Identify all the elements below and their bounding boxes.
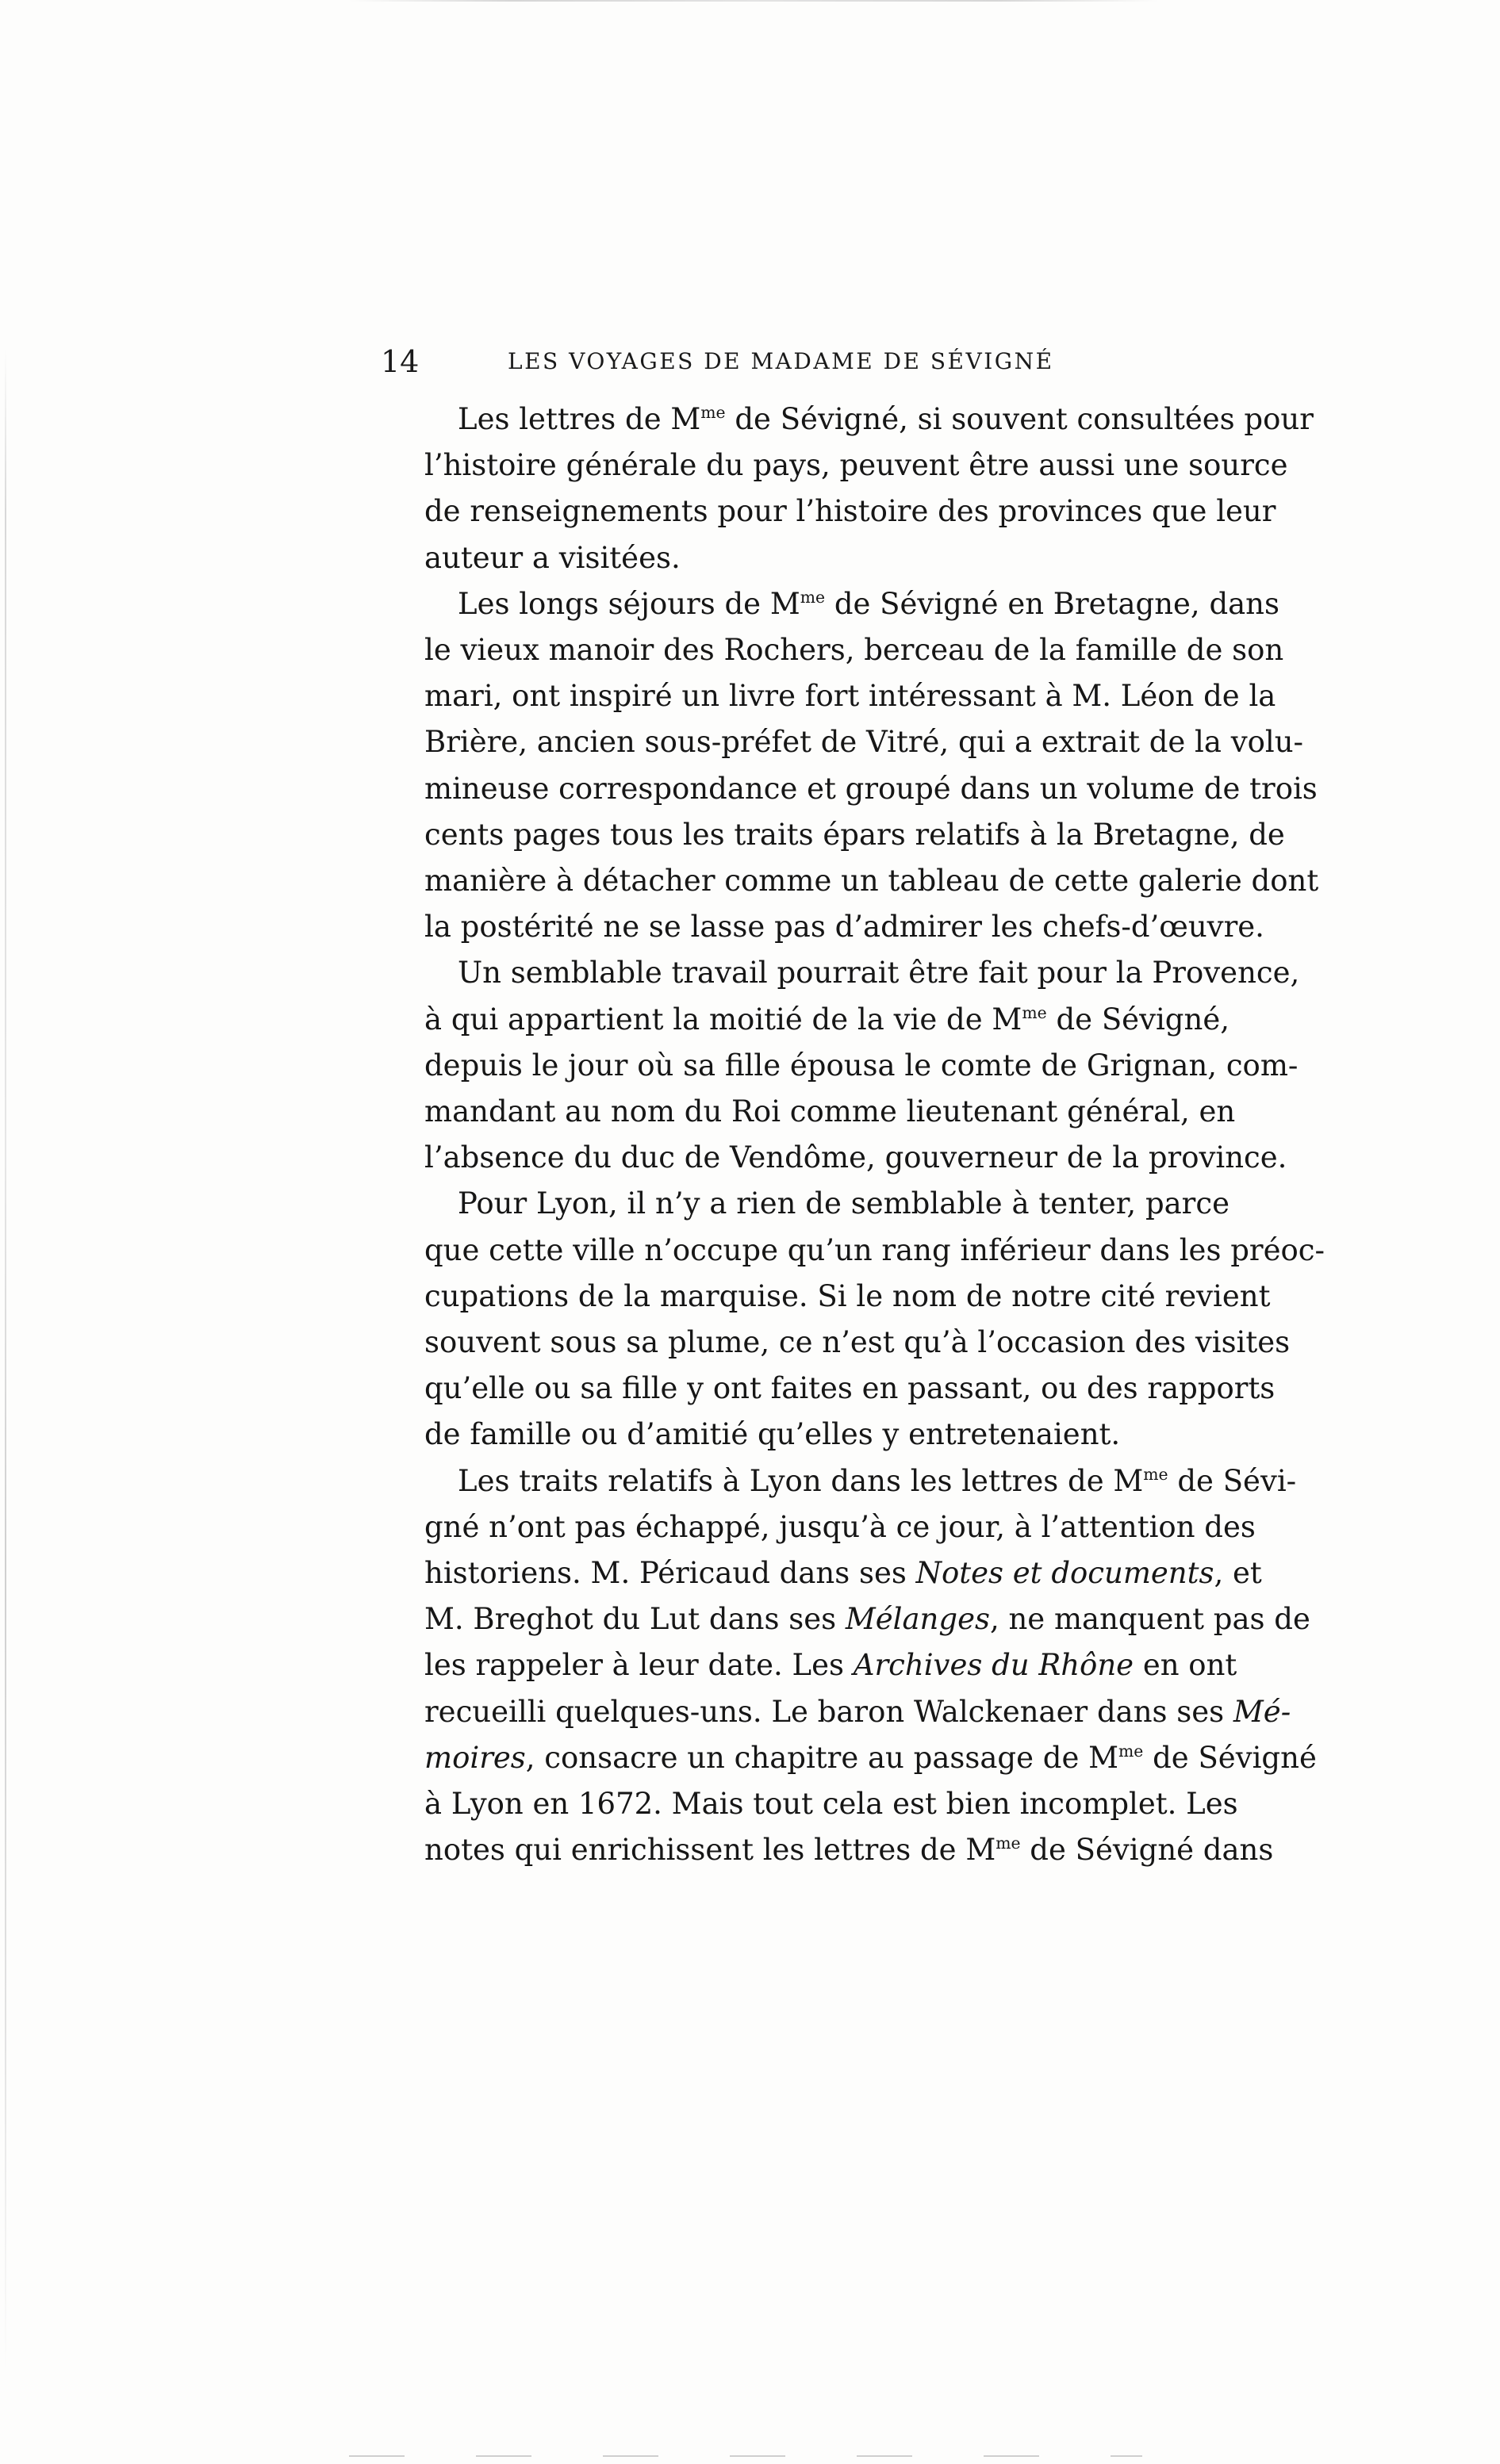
page-header (381, 338, 1235, 385)
text-line (386, 858, 1319, 904)
text-run: historiens. M. Péricaud dans ses (424, 1556, 916, 1591)
text-line (386, 1320, 1291, 1366)
text-line (386, 812, 1285, 858)
italic-title: Notes et documents (915, 1556, 1214, 1591)
page-number: 14 (381, 344, 420, 379)
superscript-abbrev: me (1143, 1464, 1168, 1484)
text-run: à qui appartient la moitié de la vie de M (424, 1002, 1022, 1037)
text-run: Pour Lyon, il n’y a rien de semblable à tenter, parce (458, 1186, 1230, 1221)
text-line (386, 397, 1314, 443)
text-run: Les traits relatifs à Lyon dans les lettres de M (458, 1463, 1144, 1498)
text-run: à Lyon en 1672. Mais tout cela est bien incomplet. Les (424, 1787, 1238, 1822)
paragraph (386, 950, 1300, 1181)
text-run: gné n’ont pas échappé, jusqu’à ce jour, à l’attention des (424, 1509, 1256, 1544)
text-run: recueilli quelques-uns. Le baron Walckenaer dans ses (424, 1694, 1233, 1729)
paragraph (386, 1181, 1325, 1458)
text-run: M. Breghot du Lut dans ses (424, 1602, 846, 1637)
text-line (386, 904, 1264, 950)
paragraph (386, 1458, 1317, 1874)
text-line (386, 535, 1230, 581)
text-line (386, 489, 1276, 535)
text-run: de famille ou d’amitié qu’elles y entretenaient. (424, 1417, 1121, 1452)
text-run: Les lettres de M (458, 402, 701, 436)
text-run: de Sévigné (1143, 1740, 1317, 1775)
text-run: mandant au nom du Roi comme lieutenant général, en (424, 1094, 1236, 1129)
text-run: de Sévigné, (1046, 1002, 1230, 1037)
scan-top-edge (349, 0, 1158, 2)
text-line (386, 581, 1280, 627)
text-run: l’histoire générale du pays, peuvent être aussi une source (424, 448, 1288, 483)
text-run: de Sévigné en Bretagne, dans (825, 586, 1280, 621)
superscript-abbrev: me (1022, 1002, 1047, 1022)
body-text (386, 397, 1325, 1874)
text-line (386, 1504, 1256, 1550)
text-run: en ont (1134, 1648, 1237, 1683)
text-run: , ne manquent pas de (989, 1602, 1310, 1637)
text-run: de Sévi- (1168, 1463, 1297, 1498)
text-line (386, 1596, 1310, 1642)
text-run: depuis le jour où sa fille épousa le comte de Grignan, com- (424, 1048, 1299, 1083)
text-line (386, 1550, 1262, 1596)
text-line (386, 950, 1300, 996)
text-line (386, 1412, 1230, 1458)
text-run: auteur a visitées. (424, 540, 681, 575)
text-line (386, 627, 1284, 673)
text-line (386, 1043, 1299, 1089)
superscript-abbrev: me (996, 1834, 1021, 1853)
paragraph (386, 581, 1319, 951)
text-line (386, 997, 1230, 1043)
text-run: le vieux manoir des Rochers, berceau de la famille de son (424, 633, 1284, 668)
text-run: Brière, ancien sous-préfet de Vitré, qui a extrait de la volu- (424, 725, 1304, 760)
text-run: cupations de la marquise. Si le nom de notre cité revient (424, 1278, 1271, 1313)
text-run: de Sévigné, si souvent consultées pour (725, 402, 1314, 436)
text-line (386, 1228, 1325, 1274)
text-run: Un semblable travail pourrait être fait pour la Provence, (458, 956, 1300, 991)
text-line (386, 1366, 1276, 1412)
scan-bottom-edge (349, 2455, 1142, 2457)
superscript-abbrev: me (1118, 1741, 1144, 1761)
scan-left-edge (5, 349, 6, 2371)
text-run: qu’elle ou sa fille y ont faites en passant, ou des rapports (424, 1371, 1276, 1406)
text-line (386, 1827, 1274, 1873)
text-run: mineuse correspondance et groupé dans un volume de trois (424, 771, 1318, 806)
text-line (386, 766, 1318, 812)
text-run: la postérité ne se lasse pas d’admirer les chefs-d’œuvre. (424, 910, 1264, 945)
text-line (386, 719, 1304, 765)
text-run: que cette ville n’occupe qu’un rang inférieur dans les préoc- (424, 1232, 1325, 1267)
superscript-abbrev: me (800, 587, 826, 607)
text-run: souvent sous sa plume, ce n’est qu’à l’occasion des visites (424, 1325, 1291, 1360)
text-run: cents pages tous les traits épars relatifs à la Bretagne, de (424, 817, 1285, 852)
text-line (386, 1689, 1291, 1735)
text-run: de renseignements pour l’histoire des provinces que leur (424, 494, 1276, 529)
paragraph (386, 397, 1314, 581)
superscript-abbrev: me (700, 402, 726, 422)
italic-title: Mélanges (845, 1602, 990, 1637)
text-line (386, 1135, 1287, 1181)
text-run: , et (1214, 1556, 1262, 1591)
text-run: Les longs séjours de M (458, 586, 800, 621)
italic-title: Archives du Rhône (853, 1648, 1134, 1683)
text-run: les rappeler à leur date. Les (424, 1648, 854, 1683)
text-run: notes qui enrichissent les lettres de M (424, 1833, 996, 1868)
text-line (386, 673, 1276, 719)
text-line (386, 1735, 1317, 1781)
text-line (386, 1458, 1297, 1504)
text-line (386, 1181, 1230, 1227)
running-title: LES VOYAGES DE MADAME DE SÉVIGNÉ (508, 348, 1054, 374)
text-run: mari, ont inspiré un livre fort intéressant à M. Léon de la (424, 679, 1276, 714)
text-run: l’absence du duc de Vendôme, gouverneur de la province. (424, 1140, 1287, 1175)
text-run: , consacre un chapitre au passage de M (525, 1740, 1118, 1775)
text-run: de Sévigné dans (1020, 1833, 1274, 1868)
text-line (386, 1089, 1236, 1135)
text-run: manière à détacher comme un tableau de cette galerie dont (424, 864, 1319, 899)
text-line (386, 1642, 1237, 1688)
italic-title: moires (424, 1740, 526, 1775)
text-line (386, 1781, 1238, 1827)
italic-title: Mé- (1233, 1694, 1291, 1729)
text-line (386, 1274, 1271, 1320)
text-line (386, 443, 1288, 489)
